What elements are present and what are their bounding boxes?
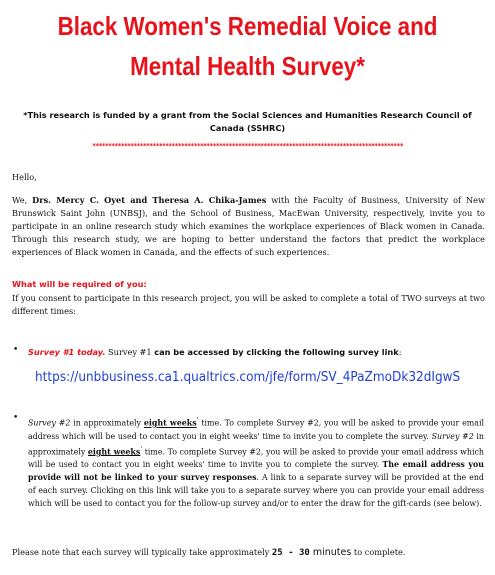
greeting: Hello, <box>12 172 37 182</box>
bullet-icon: • <box>13 345 19 355</box>
duration-range: 25 - 30 <box>271 548 310 558</box>
duration-note <box>12 546 485 560</box>
required-heading: What will be required of you: <box>12 279 147 289</box>
required-text: If you consent to participate in this research project, you will be asked to complete a total of TWO surveys at two different times: <box>12 293 485 316</box>
intro-paragraph <box>12 194 485 259</box>
survey2-item <box>28 414 484 510</box>
survey2-text: time. To complete Survey #2, you will be asked to provide your email address which will be used to contact you in eight weeks' time to invite you to complete the survey. <box>28 418 484 441</box>
survey2-text: in approximately <box>70 418 144 428</box>
eight-weeks-emphasis: eight weeks <box>87 447 141 457</box>
funding-note: *This research is funded by a grant from the Social Sciences and Humanities Research Council of Canada (SSHRC) <box>23 110 472 133</box>
survey1-text-c: : <box>398 347 402 357</box>
survey1-text-b: can be accessed by clicking the following survey link <box>154 347 399 357</box>
survey2-label: Survey #2 <box>431 431 474 441</box>
researcher-names: Drs. Mercy C. Oyet and Theresa A. Chika-James <box>32 195 267 205</box>
title-line-1: Black Women's Remedial Voice and <box>57 11 438 41</box>
bullet-icon: • <box>13 413 19 423</box>
survey2-text: in approximately <box>28 431 484 457</box>
survey1-label: Survey #1 today. <box>28 347 106 357</box>
eight-weeks-emphasis: eight weeks <box>143 418 197 428</box>
duration-text: Please note that each survey will typically take approximately <box>12 547 272 557</box>
separator: ************************************************************************************************** <box>92 142 403 150</box>
duration-unit: minutes <box>309 547 352 558</box>
survey-link[interactable]: https://unbbusiness.ca1.qualtrics.com/jfe/form/SV_4PaZmoDk32dIgwS <box>34 370 461 385</box>
email-privacy-note: The email address you provide will not be linked to your survey responses <box>28 460 484 483</box>
page-title <box>35 6 461 86</box>
intro-prefix: We, <box>12 195 33 205</box>
title-line-2: Mental Health Survey* <box>130 51 365 81</box>
survey1-item <box>28 346 401 359</box>
footnote-mark: ' <box>140 444 143 453</box>
survey2-text: time. To complete Survey #2, you will be asked to provide your email address which will be used to contact you in eight weeks' time to invite you to complete the survey. <box>28 447 484 470</box>
survey2-text: . A link to a separate survey will be provided at the end of each survey. Clicking on this link will take you to a separate survey where you can provide your email address which will be used to contact you for the follow-up survey and/or to enter the draw for the gift-cards (see below). <box>28 473 484 509</box>
survey2-label: Survey #2 <box>28 418 71 428</box>
intro-text: with the Faculty of Business, University of New Brunswick Saint John (UNBSJ), and the School of Business, MacEwan University, respectively, invite you to participate in an online research study which examines the workplace experiences of Black women in Canada. Through this research study, we are hoping to better understand the factors that predict the workplace experiences of Black women in Canada, and the effects of such experiences. <box>12 195 485 257</box>
survey1-link-row <box>0 370 495 385</box>
footnote-mark: ' <box>196 416 199 424</box>
duration-text: to complete. <box>351 547 406 557</box>
survey1-text-a: Survey #1 <box>105 347 155 357</box>
